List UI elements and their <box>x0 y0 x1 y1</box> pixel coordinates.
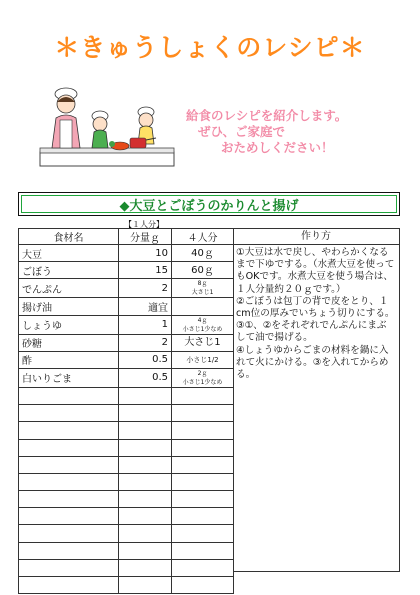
recipe-title-banner <box>18 192 400 216</box>
empty-cell <box>119 577 172 594</box>
empty-cell <box>172 456 234 473</box>
empty-cell <box>172 387 234 404</box>
empty-cell <box>19 387 119 404</box>
ingredient-header-row <box>19 229 234 245</box>
empty-cell <box>172 473 234 490</box>
table-row <box>19 334 234 351</box>
empty-cell <box>172 439 234 456</box>
recipe-title: ◆大豆とごぼうのかりんと揚げ <box>21 195 397 213</box>
intro-line-1: 給食のレシピを紹介します。 <box>186 108 348 123</box>
empty-cell <box>19 473 119 490</box>
four-main: 4ｇ <box>197 316 208 324</box>
table-row <box>19 351 234 368</box>
intro-line-2: ぜひ、ご家庭で <box>198 124 286 139</box>
four-main: 小さじ1/2 <box>186 355 219 364</box>
table-row-empty <box>19 559 234 576</box>
empty-cell <box>19 559 119 576</box>
ingredient-four <box>172 351 234 368</box>
empty-cell <box>172 491 234 508</box>
intro-message <box>186 108 386 156</box>
ingredient-four <box>172 245 234 262</box>
ingredient-grams: 1 <box>119 315 172 334</box>
empty-cell <box>172 525 234 542</box>
table-row-empty <box>19 525 234 542</box>
intro-line-3: おためしください！ <box>221 140 334 155</box>
table-row-empty <box>19 542 234 559</box>
header-four-servings: ４人分 <box>172 229 234 245</box>
ingredient-four <box>172 315 234 334</box>
table-row-empty <box>19 439 234 456</box>
step-4: ④しょうゆからごまの材料を鍋に入れて火にかける。③を入れてからめる。 <box>236 344 389 381</box>
four-main: 大さじ1 <box>184 337 221 349</box>
empty-cell <box>119 559 172 576</box>
empty-cell <box>119 542 172 559</box>
ingredient-name: 砂糖 <box>19 334 119 351</box>
table-row-empty <box>19 577 234 594</box>
serving-note: 【１人分】 <box>124 220 164 229</box>
step-2: ②ごぼうは包丁の背で皮をとり、１cm位の厚みでいちょう切りにする。 <box>236 295 395 320</box>
table-row-empty <box>19 387 234 404</box>
empty-cell <box>172 542 234 559</box>
empty-cell <box>172 577 234 594</box>
table-row-empty <box>19 508 234 525</box>
empty-cell <box>119 491 172 508</box>
ingredient-name: 揚げ油 <box>19 298 119 315</box>
empty-cell <box>119 525 172 542</box>
table-row-empty <box>19 491 234 508</box>
ingredient-four <box>172 298 234 315</box>
header-steps: 作り方 <box>233 229 399 245</box>
empty-cell <box>119 456 172 473</box>
ingredient-name: 白いりごま <box>19 368 119 387</box>
four-main: 40ｇ <box>191 247 214 259</box>
four-sub: 小さじ1少なめ <box>182 325 223 333</box>
ingredient-name: 大豆 <box>19 245 119 262</box>
ingredient-grams: 15 <box>119 262 172 279</box>
table-row-empty <box>19 473 234 490</box>
empty-cell <box>19 508 119 525</box>
table-row-empty <box>19 456 234 473</box>
table-row <box>19 279 234 298</box>
ingredient-grams: 2 <box>119 279 172 298</box>
four-main: 2ｇ <box>197 369 208 377</box>
step-3: ③①、②をそれぞれでんぷんにまぶして油で揚げる。 <box>236 320 387 344</box>
four-sub: 大さじ1 <box>191 289 214 297</box>
step-1: ①大豆は水で戻し、やわらかくなるまで下ゆでする。（水煮大豆を使ってもOKです。水煮大豆を使う場合は、１人分量約２０ｇです。） <box>236 247 395 295</box>
cooking-family-illustration <box>38 82 176 174</box>
ingredient-grams: 0.5 <box>119 351 172 368</box>
empty-cell <box>19 542 119 559</box>
empty-cell <box>19 577 119 594</box>
empty-cell <box>172 559 234 576</box>
ingredient-table <box>18 228 234 594</box>
table-row-empty <box>19 422 234 439</box>
table-row <box>19 315 234 334</box>
empty-cell <box>19 491 119 508</box>
ingredient-name: しょうゆ <box>19 315 119 334</box>
ingredient-grams: 適宜 <box>119 298 172 315</box>
ingredient-four <box>172 262 234 279</box>
empty-cell <box>119 405 172 422</box>
ingredient-name: でんぷん <box>19 279 119 298</box>
empty-cell <box>19 525 119 542</box>
empty-cell <box>119 422 172 439</box>
ingredient-grams: 0.5 <box>119 368 172 387</box>
empty-cell <box>119 508 172 525</box>
ingredient-name: ごぼう <box>19 262 119 279</box>
ingredient-name: 酢 <box>19 351 119 368</box>
ingredient-four <box>172 334 234 351</box>
empty-cell <box>19 405 119 422</box>
four-sub: 小さじ1少なめ <box>182 378 223 386</box>
table-row <box>19 298 234 315</box>
four-main: 60ｇ <box>191 264 214 276</box>
ingredient-grams: 10 <box>119 245 172 262</box>
header-amount: 分量ｇ <box>119 229 172 245</box>
empty-cell <box>172 405 234 422</box>
instructions-body <box>233 245 399 381</box>
instructions-panel <box>233 228 400 572</box>
empty-cell <box>119 387 172 404</box>
ingredient-four <box>172 368 234 387</box>
empty-cell <box>119 439 172 456</box>
table-row <box>19 245 234 262</box>
empty-cell <box>172 508 234 525</box>
ingredient-grams: 2 <box>119 334 172 351</box>
header-ingredient: 食材名 <box>19 229 119 245</box>
ingredient-four <box>172 279 234 298</box>
empty-cell <box>19 439 119 456</box>
table-row <box>19 262 234 279</box>
table-row <box>19 368 234 387</box>
table-row-empty <box>19 405 234 422</box>
empty-cell <box>19 456 119 473</box>
page-title: ＊きゅうしょくのレシピ＊ <box>54 33 366 62</box>
empty-cell <box>172 422 234 439</box>
empty-cell <box>119 473 172 490</box>
four-main: 8ｇ <box>197 280 208 288</box>
empty-cell <box>19 422 119 439</box>
